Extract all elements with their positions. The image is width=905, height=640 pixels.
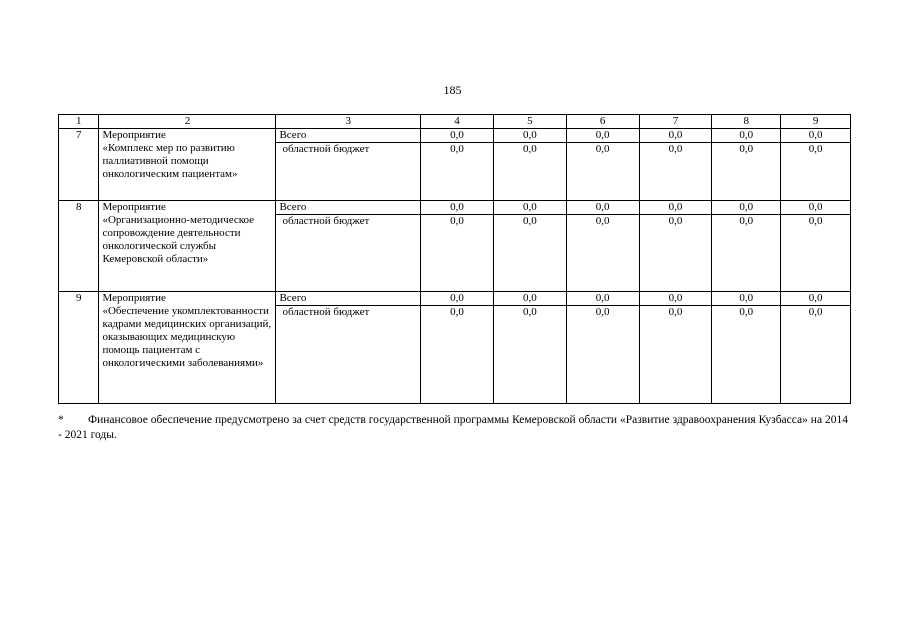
header-cell: 7: [639, 115, 712, 129]
value-cell: 0,0: [712, 201, 781, 215]
header-cell: 9: [781, 115, 851, 129]
table-body: [59, 129, 851, 404]
value-cell: 0,0: [639, 292, 712, 306]
value-cell: 0,0: [639, 143, 712, 201]
value-cell: 0,0: [493, 292, 566, 306]
table-row: [59, 129, 851, 143]
row-number: 8: [59, 201, 99, 292]
activity-name: Мероприятие «Организационно-методическое сопровождение деятельности онкологической службы Кемеровской области»: [99, 201, 276, 292]
page-number: 185: [443, 83, 462, 97]
row-number: 9: [59, 292, 99, 404]
source-total: Всего: [276, 129, 421, 143]
value-cell: 0,0: [421, 201, 494, 215]
header-cell: 8: [712, 115, 781, 129]
value-cell: 0,0: [712, 292, 781, 306]
table-row: [59, 292, 851, 306]
value-cell: 0,0: [566, 143, 639, 201]
header-cell: 4: [421, 115, 494, 129]
value-cell: 0,0: [781, 129, 851, 143]
footnote-marker: *: [58, 414, 64, 426]
value-cell: 0,0: [712, 215, 781, 292]
value-cell: 0,0: [566, 215, 639, 292]
value-cell: 0,0: [493, 201, 566, 215]
value-cell: 0,0: [566, 201, 639, 215]
footnote-text: Финансовое обеспечение предусмотрено за счет средств государственной программы Кемеровской области «Развитие здравоохранения Кузбасса» на 2014 - 2021 годы.: [58, 414, 848, 441]
value-cell: 0,0: [493, 129, 566, 143]
header-cell: 2: [99, 115, 276, 129]
source-budget: областной бюджет: [276, 143, 421, 201]
value-cell: 0,0: [712, 306, 781, 404]
value-cell: 0,0: [566, 292, 639, 306]
value-cell: 0,0: [781, 143, 851, 201]
value-cell: 0,0: [639, 129, 712, 143]
header-cell: 6: [566, 115, 639, 129]
value-cell: 0,0: [712, 129, 781, 143]
source-total: Всего: [276, 292, 421, 306]
value-cell: 0,0: [493, 215, 566, 292]
value-cell: 0,0: [421, 292, 494, 306]
funding-table: [58, 114, 851, 404]
value-cell: 0,0: [421, 129, 494, 143]
activity-name: Мероприятие «Комплекс мер по развитию паллиативной помощи онкологическим пациентам»: [99, 129, 276, 201]
source-budget: областной бюджет: [276, 306, 421, 404]
value-cell: 0,0: [566, 306, 639, 404]
value-cell: 0,0: [493, 306, 566, 404]
value-cell: 0,0: [781, 306, 851, 404]
value-cell: 0,0: [781, 292, 851, 306]
table-row: [59, 201, 851, 215]
value-cell: 0,0: [639, 215, 712, 292]
value-cell: 0,0: [421, 306, 494, 404]
row-number: 7: [59, 129, 99, 201]
value-cell: 0,0: [421, 215, 494, 292]
header-row: [59, 115, 851, 129]
activity-name: Мероприятие «Обеспечение укомплектованности кадрами медицинских организаций, оказывающих медицинскую помощь пациентам с онкологическими заболеваниями»: [99, 292, 276, 404]
source-budget: областной бюджет: [276, 215, 421, 292]
header-cell: 3: [276, 115, 421, 129]
value-cell: 0,0: [712, 143, 781, 201]
value-cell: 0,0: [421, 143, 494, 201]
footnote: [58, 413, 848, 443]
value-cell: 0,0: [493, 143, 566, 201]
header-cell: 1: [59, 115, 99, 129]
value-cell: 0,0: [639, 201, 712, 215]
source-total: Всего: [276, 201, 421, 215]
value-cell: 0,0: [639, 306, 712, 404]
value-cell: 0,0: [566, 129, 639, 143]
value-cell: 0,0: [781, 201, 851, 215]
value-cell: 0,0: [781, 215, 851, 292]
header-cell: 5: [493, 115, 566, 129]
